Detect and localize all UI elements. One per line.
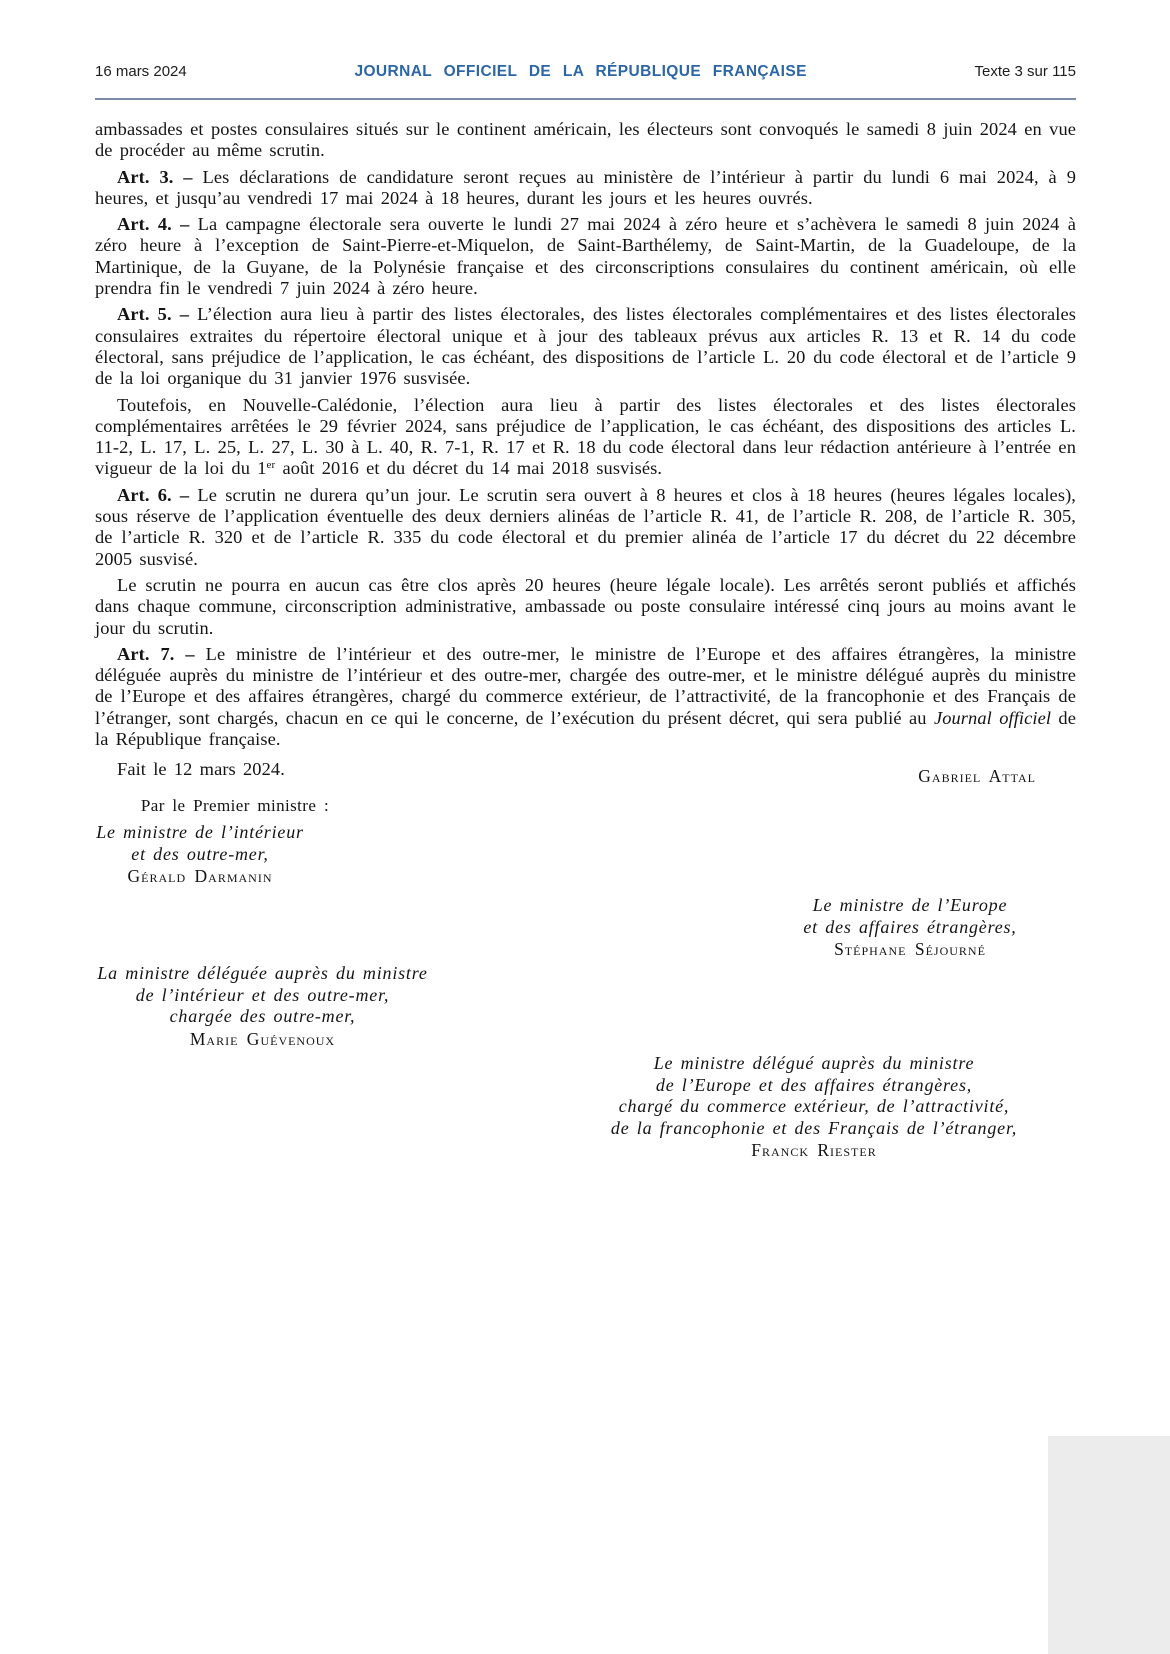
- article-7-text-end: de la République française.: [95, 707, 1076, 750]
- paragraph-text: Toutefois, en Nouvelle-Calédonie, l’élection aura lieu à partir des listes électorales et des listes électorales complémentaires arrêtées le 29 février 2024, sans préjudice de l’application, le cas échéant, des dispositions des articles L. 11-2, L. 17, L. 25, L. 27, L. 30 à L. 40, R. 7-1, R. 17 et R. 18 du code électoral dans leur rédaction antérieure à l’entrée en vigueur de la loi du 1: [95, 394, 1076, 479]
- article-6-text: Le scrutin ne durera qu’un jour. Le scrutin sera ouvert à 8 heures et clos à 18 heures (heures légales locales), sous réserve de l’application éventuelle des deux derniers alinéas de l’article R. 41, de l’article R. 208, de l’article R. 305, de l’article R. 320 et de l’article R. 335 du code électoral et du premier alinéa de l’article 17 du décret du 22 décembre 2005 susvisé.: [95, 484, 1077, 569]
- minister-title-line: et des outre-mer,: [131, 843, 269, 864]
- minister-name: Stéphane Séjourné: [834, 939, 986, 959]
- minister-title-line: Le ministre de l’Europe: [812, 895, 1008, 915]
- paragraph-text: Le scrutin ne pourra en aucun cas être clos après 20 heures (heure légale locale). Les arrêtés seront publiés et affichés dans chaque commune, circonscription administrative, ambassade ou poste consulaire intéressé cinq jours au moins avant le jour du scrutin.: [95, 574, 1076, 638]
- article-4-label: Art. 4. –: [117, 214, 198, 235]
- minister-title-line: et des affaires étrangères,: [803, 916, 1017, 937]
- page-header: [95, 63, 1076, 81]
- minister-name: Gérald Darmanin: [127, 866, 273, 886]
- page-corner-shade: [1048, 1436, 1170, 1654]
- signature-block-commerce-exterieur: [608, 1053, 1020, 1162]
- par-premier-ministre: Par le Premier ministre :: [140, 796, 330, 815]
- paragraph-text: août 2016 et du décret du 14 mai 2018 susvisés.: [275, 458, 663, 479]
- paragraph-text: ambassades et postes consulaires situés sur le continent américain, les électeurs sont convoqués le samedi 8 juin 2024 en vue de procéder au même scrutin.: [95, 119, 1076, 161]
- journal-title: JOURNAL OFFICIEL DE LA RÉPUBLIQUE FRANÇAISE: [354, 63, 807, 80]
- article-7-text: Le ministre de l’intérieur et des outre-mer, le ministre de l’Europe et des affaires étrangères, la ministre déléguée auprès du ministre de l’intérieur et des outre-mer, chargée des outre-mer, et le ministre délégué auprès du ministre de l’Europe et des affaires étrangères, chargé du commerce extérieur, de l’attractivité, de la francophonie et des Français de l’étranger, sont chargés, chacun en ce qui le concerne, de l’exécution du présent décret, qui sera publié au: [95, 643, 1076, 728]
- article-6-label: Art. 6. –: [117, 484, 198, 505]
- pm-signature: [95, 766, 1076, 788]
- decree-body: [95, 119, 1076, 781]
- article-7: [95, 639, 1076, 750]
- minister-title-line: Le ministre délégué auprès du ministre: [653, 1053, 975, 1073]
- article-6: [95, 480, 1076, 570]
- article-3-label: Art. 3. –: [117, 166, 203, 187]
- signature-block-europe: [790, 895, 1030, 961]
- paragraph-toutefois: [95, 390, 1076, 480]
- minister-title-line: de l’intérieur et des outre-mer,: [135, 984, 390, 1005]
- minister-name: Franck Riester: [751, 1140, 877, 1160]
- article-3-text: Les déclarations de candidature seront reçues au ministère de l’intérieur à partir du lundi 6 mai 2024, à 9 heures, et jusqu’au vendredi 17 mai 2024 à 18 heures, durant les jours et les heures ouvrés.: [95, 166, 1076, 208]
- header-date: 16 mars 2024: [95, 63, 187, 80]
- article-5-text: L’élection aura lieu à partir des listes électorales, des listes électorales complémentaires et des listes électorales consulaires extraites du répertoire électoral unique et à jour des tableaux prévus aux articles R. 13 et R. 14 du code électoral, sans préjudice de l’application, le cas échéant, des dispositions de l’article L. 20 du code électoral et de l’article 9 de la loi organique du 31 janvier 1976 susvisée.: [95, 304, 1077, 389]
- journal-officiel-italic: Journal officiel: [933, 707, 1052, 728]
- pm-name: Gabriel Attal: [918, 766, 1036, 786]
- minister-title-line: chargé du commerce extérieur, de l’attractivité,: [618, 1096, 1010, 1116]
- minister-title-line: chargée des outre-mer,: [169, 1006, 356, 1026]
- paragraph-continuation: [95, 119, 1076, 162]
- minister-title-line: La ministre déléguée auprès du ministre: [97, 963, 428, 983]
- paragraph-scrutin: [95, 570, 1076, 639]
- minister-title-line: Le ministre de l’intérieur: [96, 822, 304, 842]
- ordinal-superscript: er: [266, 459, 276, 472]
- header-rule: [95, 98, 1076, 100]
- article-5-label: Art. 5. –: [117, 304, 198, 325]
- article-4: [95, 209, 1076, 299]
- article-4-text: La campagne électorale sera ouverte le lundi 27 mai 2024 à zéro heure et s’achèvera le samedi 8 juin 2024 à zéro heure à l’exception de Saint-Pierre-et-Miquelon, de Saint-Barthélemy, de Saint-Martin, de la Guadeloupe, de la Martinique, de la Guyane, de la Polynésie française et des circonscriptions consulaires du continent américain, où elle prendra fin le vendredi 7 juin 2024 à zéro heure.: [95, 214, 1076, 299]
- article-3: [95, 162, 1076, 210]
- header-texte-ref: Texte 3 sur 115: [974, 63, 1076, 80]
- minister-title-line: de la francophonie et des Français de l’étranger,: [610, 1117, 1018, 1138]
- minister-name: Marie Guévenoux: [189, 1028, 336, 1049]
- article-7-label: Art. 7. –: [117, 643, 206, 664]
- date-line: Fait le 12 mars 2024.: [117, 759, 285, 780]
- signature-block-interieur: [95, 822, 305, 888]
- signature-block-outre-mer: [95, 963, 430, 1050]
- minister-title-line: de l’Europe et des affaires étrangères,: [655, 1074, 973, 1095]
- article-5: [95, 299, 1076, 389]
